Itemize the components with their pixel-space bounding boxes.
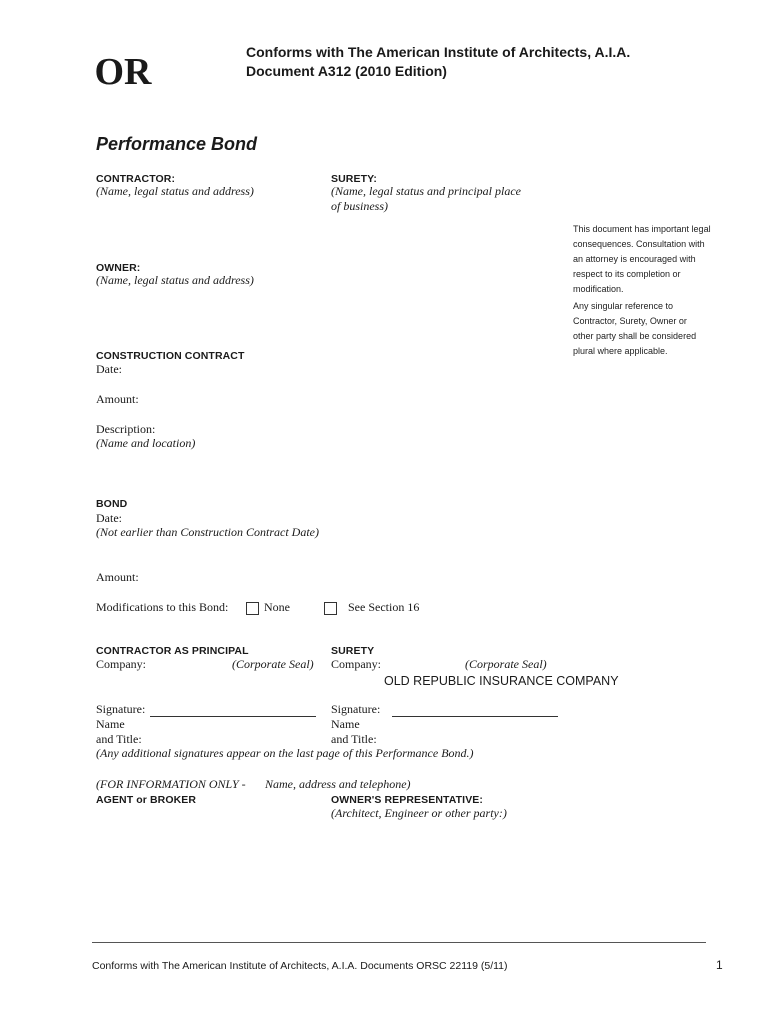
surety-signature-label: Signature:: [331, 702, 381, 716]
surety-name-label: Name: [331, 717, 360, 731]
page-number: 1: [716, 958, 723, 972]
contract-amount-label: Amount:: [96, 392, 139, 406]
principal-company-label: Company:: [96, 657, 146, 671]
side-note-line: This document has important legal: [573, 224, 711, 234]
surety-signature-line[interactable]: [392, 716, 558, 717]
surety-company-label: Company:: [331, 657, 381, 671]
checkbox-box[interactable]: [324, 602, 337, 615]
company-logo: [78, 26, 168, 114]
checkbox-box[interactable]: [246, 602, 259, 615]
footer-text: Conforms with The American Institute of Architects, A.I.A. Documents ORSC 22119 (5/11): [92, 960, 508, 972]
info-only-label: (FOR INFORMATION ONLY -: [96, 777, 246, 791]
side-note-line: plural where applicable.: [573, 346, 668, 356]
see-section-checkbox[interactable]: [324, 601, 337, 619]
header-line-1: Conforms with The American Institute of Architects, A.I.A.: [246, 44, 631, 60]
bond-date-hint: (Not earlier than Construction Contract Date): [96, 525, 319, 539]
principal-signature-line[interactable]: [150, 716, 316, 717]
surety-title-label: and Title:: [331, 732, 377, 746]
construction-contract-label: CONSTRUCTION CONTRACT: [96, 350, 245, 362]
contractor-label: CONTRACTOR:: [96, 173, 176, 185]
owner-label: OWNER:: [96, 262, 141, 274]
bond-amount-label: Amount:: [96, 570, 139, 584]
info-only-hint: Name, address and telephone): [265, 777, 411, 791]
page-title: Performance Bond: [96, 134, 258, 154]
bond-label: BOND: [96, 498, 128, 510]
modifications-label: Modifications to this Bond:: [96, 600, 229, 614]
contract-description-label: Description:: [96, 422, 156, 436]
principal-seal-label: (Corporate Seal): [232, 657, 314, 671]
surety-hint-2: of business): [331, 199, 388, 213]
side-note-line: respect to its completion or: [573, 269, 681, 279]
principal-name-label: Name: [96, 717, 125, 731]
none-option-label: None: [264, 600, 290, 614]
contractor-hint: (Name, legal status and address): [96, 184, 254, 198]
contract-description-hint: (Name and location): [96, 436, 196, 450]
owner-hint: (Name, legal status and address): [96, 273, 254, 287]
owner-representative-label: OWNER'S REPRESENTATIVE:: [331, 794, 484, 806]
additional-signatures-note: (Any additional signatures appear on the last page of this Performance Bond.): [96, 746, 474, 760]
principal-label: CONTRACTOR AS PRINCIPAL: [96, 645, 249, 657]
side-note-line: Contractor, Surety, Owner or: [573, 316, 687, 326]
surety-label: SURETY:: [331, 173, 378, 185]
side-note-line: Any singular reference to: [573, 301, 674, 311]
side-note-line: modification.: [573, 284, 624, 294]
side-note-line: an attorney is encouraged with: [573, 254, 696, 264]
bond-date-label: Date:: [96, 511, 122, 525]
principal-signature-label: Signature:: [96, 702, 146, 716]
side-note-line: consequences. Consultation with: [573, 239, 705, 249]
none-checkbox[interactable]: [246, 601, 259, 619]
surety-block-label: SURETY: [331, 645, 375, 657]
owner-representative-hint: (Architect, Engineer or other party:): [331, 806, 507, 820]
see-section-option-label: See Section 16: [348, 600, 420, 614]
surety-seal-label: (Corporate Seal): [465, 657, 547, 671]
contract-date-label: Date:: [96, 362, 122, 376]
document-header: [246, 43, 630, 81]
side-note: [573, 222, 753, 359]
header-line-2: Document A312 (2010 Edition): [246, 63, 447, 79]
agent-broker-label: AGENT or BROKER: [96, 794, 197, 806]
surety-company-name: OLD REPUBLIC INSURANCE COMPANY: [384, 674, 619, 688]
surety-hint-1: (Name, legal status and principal place: [331, 184, 521, 198]
footer-rule: [92, 942, 706, 943]
logo-monogram: OR: [94, 51, 152, 93]
principal-title-label: and Title:: [96, 732, 142, 746]
side-note-line: other party shall be considered: [573, 331, 697, 341]
